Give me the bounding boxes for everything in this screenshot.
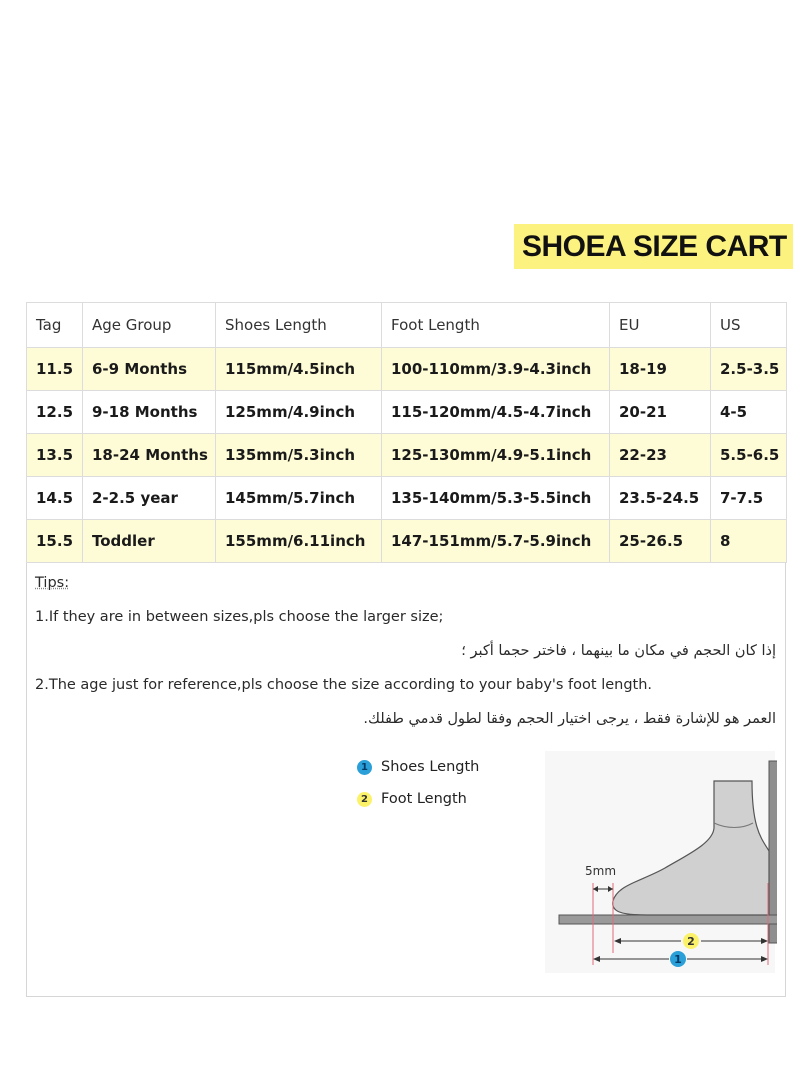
header-tag: Tag xyxy=(27,303,83,348)
header-foot-length: Foot Length xyxy=(382,303,610,348)
legend-label: Foot Length xyxy=(381,791,467,807)
floor-icon xyxy=(559,915,777,924)
cell-tag: 11.5 xyxy=(27,348,83,391)
header-eu: EU xyxy=(610,303,711,348)
tip-1-arabic: إذا كان الحجم في مكان ما بينهما ، فاختر حجما أكبر ؛ xyxy=(461,643,776,659)
table-row xyxy=(27,391,787,434)
cell-age-group: 2-2.5 year xyxy=(83,477,216,520)
cell-foot-length: 147-151mm/5.7-5.9inch xyxy=(382,520,610,563)
cell-us: 2.5-3.5 xyxy=(711,348,787,391)
number-one-icon: 1 xyxy=(357,760,372,775)
tip-2-english: 2.The age just for reference,pls choose the size according to your baby's foot length. xyxy=(35,677,653,693)
cell-tag: 14.5 xyxy=(27,477,83,520)
cell-us: 8 xyxy=(711,520,787,563)
cell-age-group: Toddler xyxy=(83,520,216,563)
cell-age-group: 6-9 Months xyxy=(83,348,216,391)
cell-shoes-length: 125mm/4.9inch xyxy=(216,391,382,434)
cell-foot-length: 125-130mm/4.9-5.1inch xyxy=(382,434,610,477)
marker-two-label: 2 xyxy=(687,935,695,948)
table-row xyxy=(27,434,787,477)
title-banner xyxy=(514,230,793,264)
cell-foot-length: 135-140mm/5.3-5.5inch xyxy=(382,477,610,520)
gap-label: 5mm xyxy=(585,864,617,878)
cell-eu: 25-26.5 xyxy=(610,520,711,563)
header-age-group: Age Group xyxy=(83,303,216,348)
cell-us: 4-5 xyxy=(711,391,787,434)
header-us: US xyxy=(711,303,787,348)
cell-shoes-length: 115mm/4.5inch xyxy=(216,348,382,391)
table-header-row xyxy=(27,303,787,348)
table-row xyxy=(27,348,787,391)
cell-eu: 22-23 xyxy=(610,434,711,477)
cell-us: 7-7.5 xyxy=(711,477,787,520)
cell-eu: 18-19 xyxy=(610,348,711,391)
foot-measurement-diagram xyxy=(357,743,777,973)
number-two-icon: 2 xyxy=(357,792,372,807)
cell-foot-length: 100-110mm/3.9-4.3inch xyxy=(382,348,610,391)
legend-label: Shoes Length xyxy=(381,759,480,775)
tip-2-arabic: العمر هو للإشارة فقط ، يرجى اختيار الحجم وفقا لطول قدمي طفلك. xyxy=(363,711,776,727)
size-table xyxy=(26,302,787,563)
cell-eu: 23.5-24.5 xyxy=(610,477,711,520)
cell-tag: 15.5 xyxy=(27,520,83,563)
cell-tag: 13.5 xyxy=(27,434,83,477)
table-row xyxy=(27,477,787,520)
cell-tag: 12.5 xyxy=(27,391,83,434)
cell-eu: 20-21 xyxy=(610,391,711,434)
header-shoes-length: Shoes Length xyxy=(216,303,382,348)
cell-shoes-length: 145mm/5.7inch xyxy=(216,477,382,520)
cell-age-group: 18-24 Months xyxy=(83,434,216,477)
cell-age-group: 9-18 Months xyxy=(83,391,216,434)
cell-foot-length: 115-120mm/4.5-4.7inch xyxy=(382,391,610,434)
table-row xyxy=(27,520,787,563)
cell-shoes-length: 155mm/6.11inch xyxy=(216,520,382,563)
page-title: SHOEA SIZE CART xyxy=(514,224,793,269)
foot-illustration xyxy=(357,743,777,973)
marker-one-label: 1 xyxy=(674,953,682,966)
cell-us: 5.5-6.5 xyxy=(711,434,787,477)
cell-shoes-length: 135mm/5.3inch xyxy=(216,434,382,477)
size-chart-sheet xyxy=(26,302,786,997)
tip-1-english: 1.If they are in between sizes,pls choose the larger size; xyxy=(35,609,444,625)
tips-label: Tips: xyxy=(35,575,70,591)
